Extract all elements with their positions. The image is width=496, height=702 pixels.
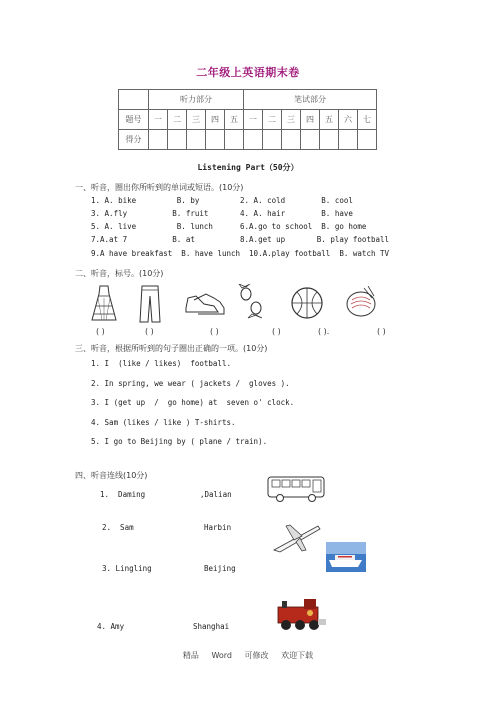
s2-answer-2[interactable]: ( ): [145, 327, 154, 336]
s2-answer-4[interactable]: ( ): [272, 327, 281, 336]
score-cell[interactable]: [282, 130, 301, 150]
s4-name-1[interactable]: 1. Daming: [100, 490, 146, 499]
score-cell[interactable]: [168, 130, 187, 150]
s3-item-5: 5. I go to Beijing by ( plane / train).: [91, 437, 268, 446]
listening-group-header: 听力部分: [149, 90, 244, 110]
noodles-icon: [344, 286, 378, 320]
s4-city-3[interactable]: Beijing: [204, 564, 236, 573]
s4-city-4[interactable]: Shanghai: [193, 622, 230, 631]
listening-col-2: 二: [168, 110, 187, 130]
plane-icon: [272, 520, 322, 554]
s2-answer-3[interactable]: ( ): [210, 327, 219, 336]
score-cell[interactable]: [301, 130, 320, 150]
section-1-heading: 一、听音，圈出你所听到的单词或短语。(10分): [75, 183, 244, 192]
writing-col-1: 一: [244, 110, 263, 130]
candy-icon: [236, 284, 266, 320]
s3-item-4: 4. Sam (likes / like ) T-shirts.: [91, 418, 236, 427]
writing-col-3: 三: [282, 110, 301, 130]
listening-col-4: 四: [206, 110, 225, 130]
listening-col-1: 一: [149, 110, 168, 130]
writing-col-7: 七: [358, 110, 377, 130]
section-4-heading: 四、听音连线(10分): [75, 471, 148, 480]
writing-col-4: 四: [301, 110, 320, 130]
page-title: 二年级上英语期末卷: [196, 66, 300, 79]
score-table-corner: [119, 90, 149, 110]
s2-answer-1[interactable]: ( ): [96, 327, 105, 336]
s4-name-4[interactable]: 4. Amy: [97, 622, 125, 631]
score-cell[interactable]: [225, 130, 244, 150]
score-cell[interactable]: [244, 130, 263, 150]
s3-item-2: 2. In spring, we wear ( jackets / gloves ).: [91, 379, 290, 388]
writing-col-5: 五: [320, 110, 339, 130]
score-cell[interactable]: [358, 130, 377, 150]
shoes-icon: [184, 290, 226, 318]
trousers-icon: [138, 284, 162, 324]
s1-row-3: 5. A. live B. lunch 6.A.go to school B. go home: [91, 222, 367, 231]
score-cell[interactable]: [187, 130, 206, 150]
score-cell[interactable]: [320, 130, 339, 150]
footer-text-3: 可修改: [244, 651, 269, 660]
writing-col-6: 六: [339, 110, 358, 130]
s2-answer-5[interactable]: ( ).: [318, 327, 330, 336]
ball-icon: [290, 286, 324, 320]
footer-text-1: 精品: [182, 651, 199, 660]
section-3-heading: 三、听音，根据所听到的句子圈出正确的一项。(10分): [75, 344, 268, 353]
listening-col-3: 三: [187, 110, 206, 130]
s4-city-2[interactable]: Harbin: [204, 523, 232, 532]
writing-col-2: 二: [263, 110, 282, 130]
score-table: [118, 89, 377, 150]
score-label: 得分: [119, 130, 149, 150]
s1-row-4: 7.A.at 7 B. at 8.A.get up B. play football: [91, 235, 390, 244]
s1-row-2: 3. A.fly B. fruit 4. A. hair B. have: [91, 209, 353, 218]
listening-col-5: 五: [225, 110, 244, 130]
s4-city-1[interactable]: ,Dalian: [200, 490, 232, 499]
listening-part-heading: Listening Part（50分）: [197, 163, 299, 172]
score-cell[interactable]: [206, 130, 225, 150]
question-number-label: 题号: [119, 110, 149, 130]
footer: [0, 650, 496, 661]
score-cell[interactable]: [263, 130, 282, 150]
s4-name-2[interactable]: 2. Sam: [102, 523, 134, 532]
writing-group-header: 笔试部分: [244, 90, 377, 110]
s3-item-1: 1. I (like / likes) football.: [91, 359, 231, 368]
s1-row-1: 1. A. bike B. by 2. A. cold B. cool: [91, 196, 353, 205]
s4-name-3[interactable]: 3. Lingling: [102, 564, 152, 573]
s1-row-5: 9.A have breakfast B. have lunch 10.A.play football B. watch TV: [91, 249, 390, 258]
bus-icon: [266, 474, 328, 504]
train-icon: [272, 597, 328, 633]
footer-text-2: Word: [211, 651, 232, 660]
dress-icon: [88, 284, 120, 324]
s2-answer-6[interactable]: ( ): [377, 327, 386, 336]
footer-text-4: 欢迎下载: [281, 651, 314, 660]
section-2-heading: 二、听音，标号。(10分): [75, 269, 164, 278]
s3-item-3: 3. I (get up / go home) at seven o' clock.: [91, 398, 295, 407]
score-cell[interactable]: [149, 130, 168, 150]
ship-icon: [326, 542, 366, 572]
score-cell[interactable]: [339, 130, 358, 150]
